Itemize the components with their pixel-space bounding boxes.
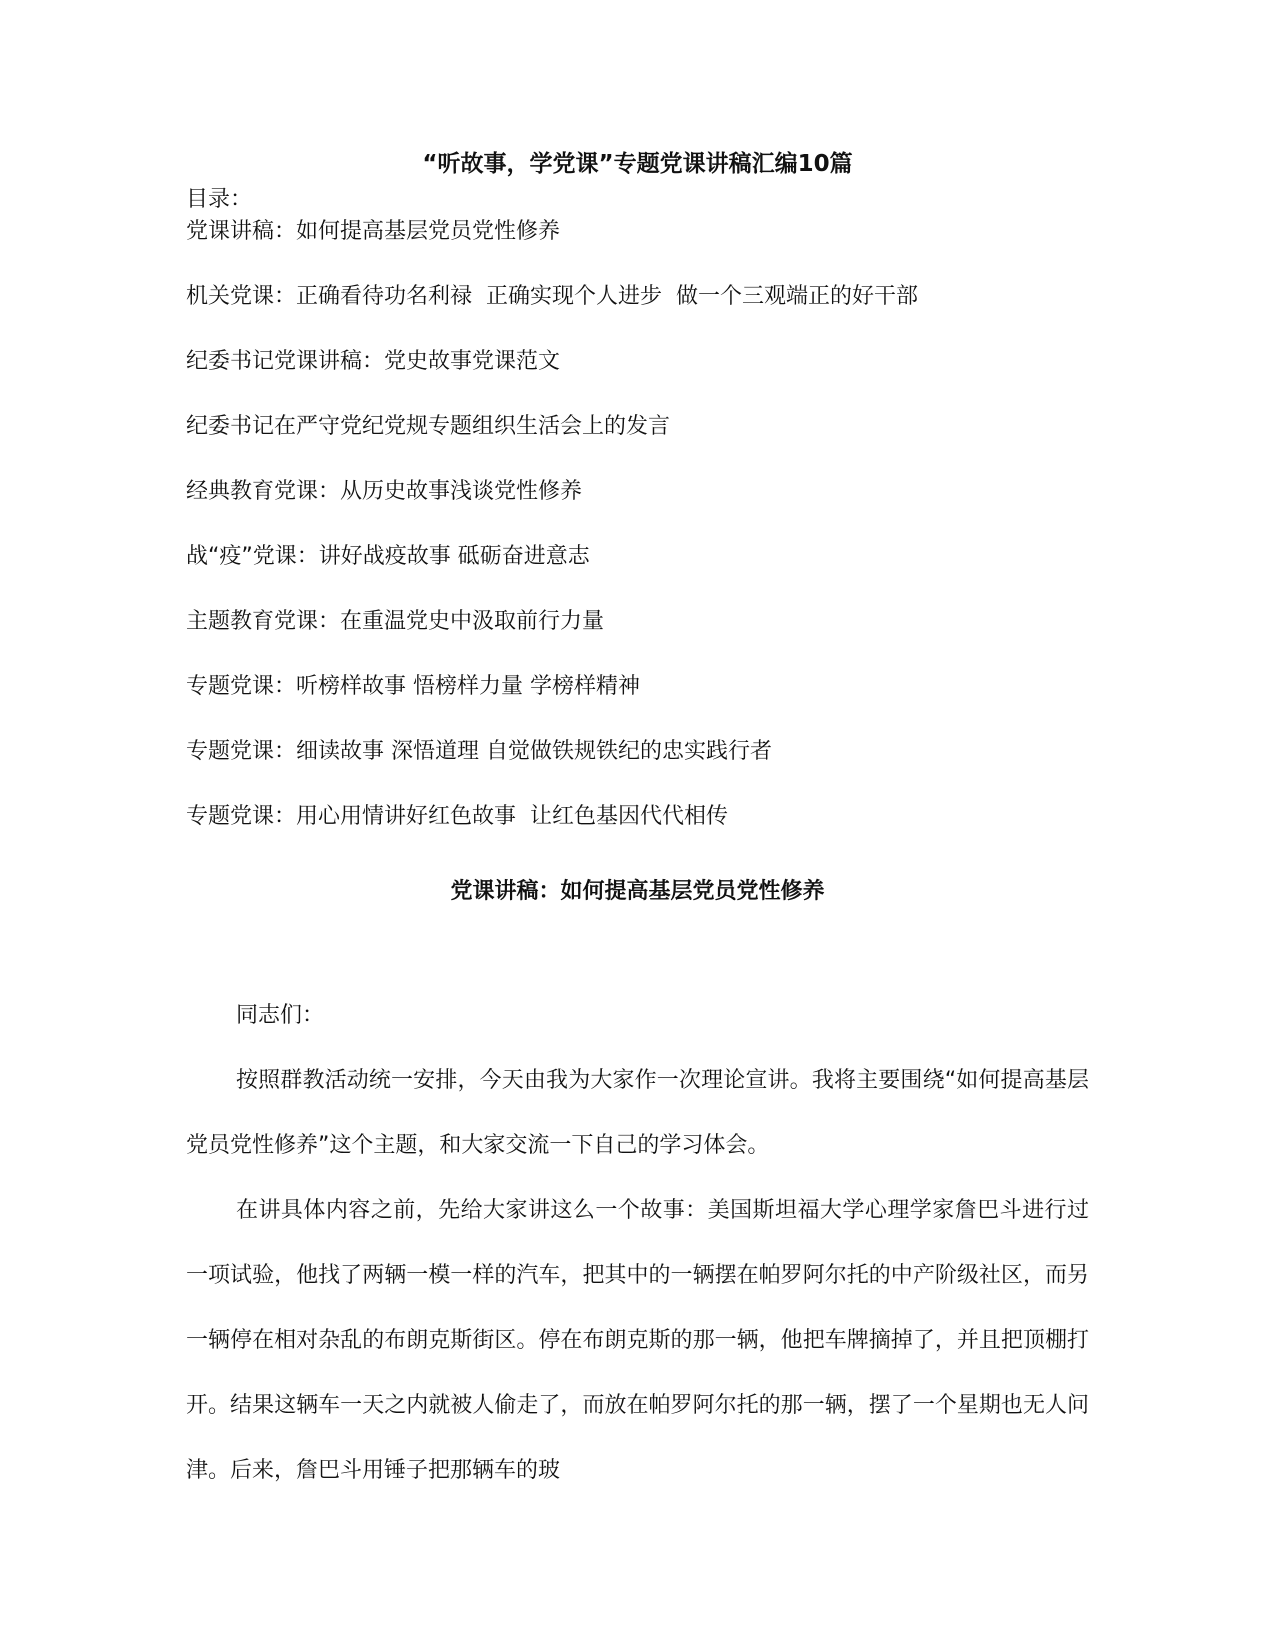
- toc-heading: 目录：: [186, 187, 253, 212]
- table-of-contents: [186, 216, 918, 866]
- section-title: 党课讲稿：如何提高基层党员党性修养: [450, 879, 825, 904]
- document-title: “听故事，学党课”专题党课讲稿汇编10篇: [422, 151, 853, 177]
- paragraph: 按照群教活动统一安排，今天由我为大家作一次理论宣讲。我将主要围绕“如何提高基层党员党性修养”这个主题，和大家交流一下自己的学习体会。: [186, 1068, 1089, 1158]
- greeting: 同志们：: [236, 1003, 325, 1028]
- toc-item: 经典教育党课：从历史故事浅谈党性修养: [186, 479, 583, 504]
- body-text: [186, 983, 1089, 1503]
- toc-item: 纪委书记党课讲稿：党史故事党课范文: [186, 349, 561, 374]
- toc-item: 机关党课：正确看待功名利禄 正确实现个人进步 做一个三观端正的好干部: [186, 284, 918, 309]
- paragraph: 在讲具体内容之前，先给大家讲这么一个故事：美国斯坦福大学心理学家詹巴斗进行过一项试验，他找了两辆一模一样的汽车，把其中的一辆摆在帕罗阿尔托的中产阶级社区，而另一辆停在相对杂乱的布朗克斯街区。停在布朗克斯的那一辆，他把车牌摘掉了，并且把顶棚打开。结果这辆车一天之内就被人偷走了，而放在帕罗阿尔托的那一辆，摆了一个星期也无人问津。后来，詹巴斗用锤子把那辆车的玻: [186, 1198, 1089, 1483]
- toc-item: 党课讲稿：如何提高基层党员党性修养: [186, 219, 561, 244]
- toc-item: 纪委书记在严守党纪党规专题组织生活会上的发言: [186, 414, 671, 439]
- toc-item: 专题党课：用心用情讲好红色故事 让红色基因代代相传: [186, 804, 728, 829]
- toc-item: 专题党课：听榜样故事 悟榜样力量 学榜样精神: [186, 674, 640, 699]
- toc-item: 战“疫”党课：讲好战疫故事 砥砺奋进意志: [186, 544, 590, 569]
- toc-item: 专题党课：细读故事 深悟道理 自觉做铁规铁纪的忠实践行者: [186, 739, 772, 764]
- toc-item: 主题教育党课：在重温党史中汲取前行力量: [186, 609, 605, 634]
